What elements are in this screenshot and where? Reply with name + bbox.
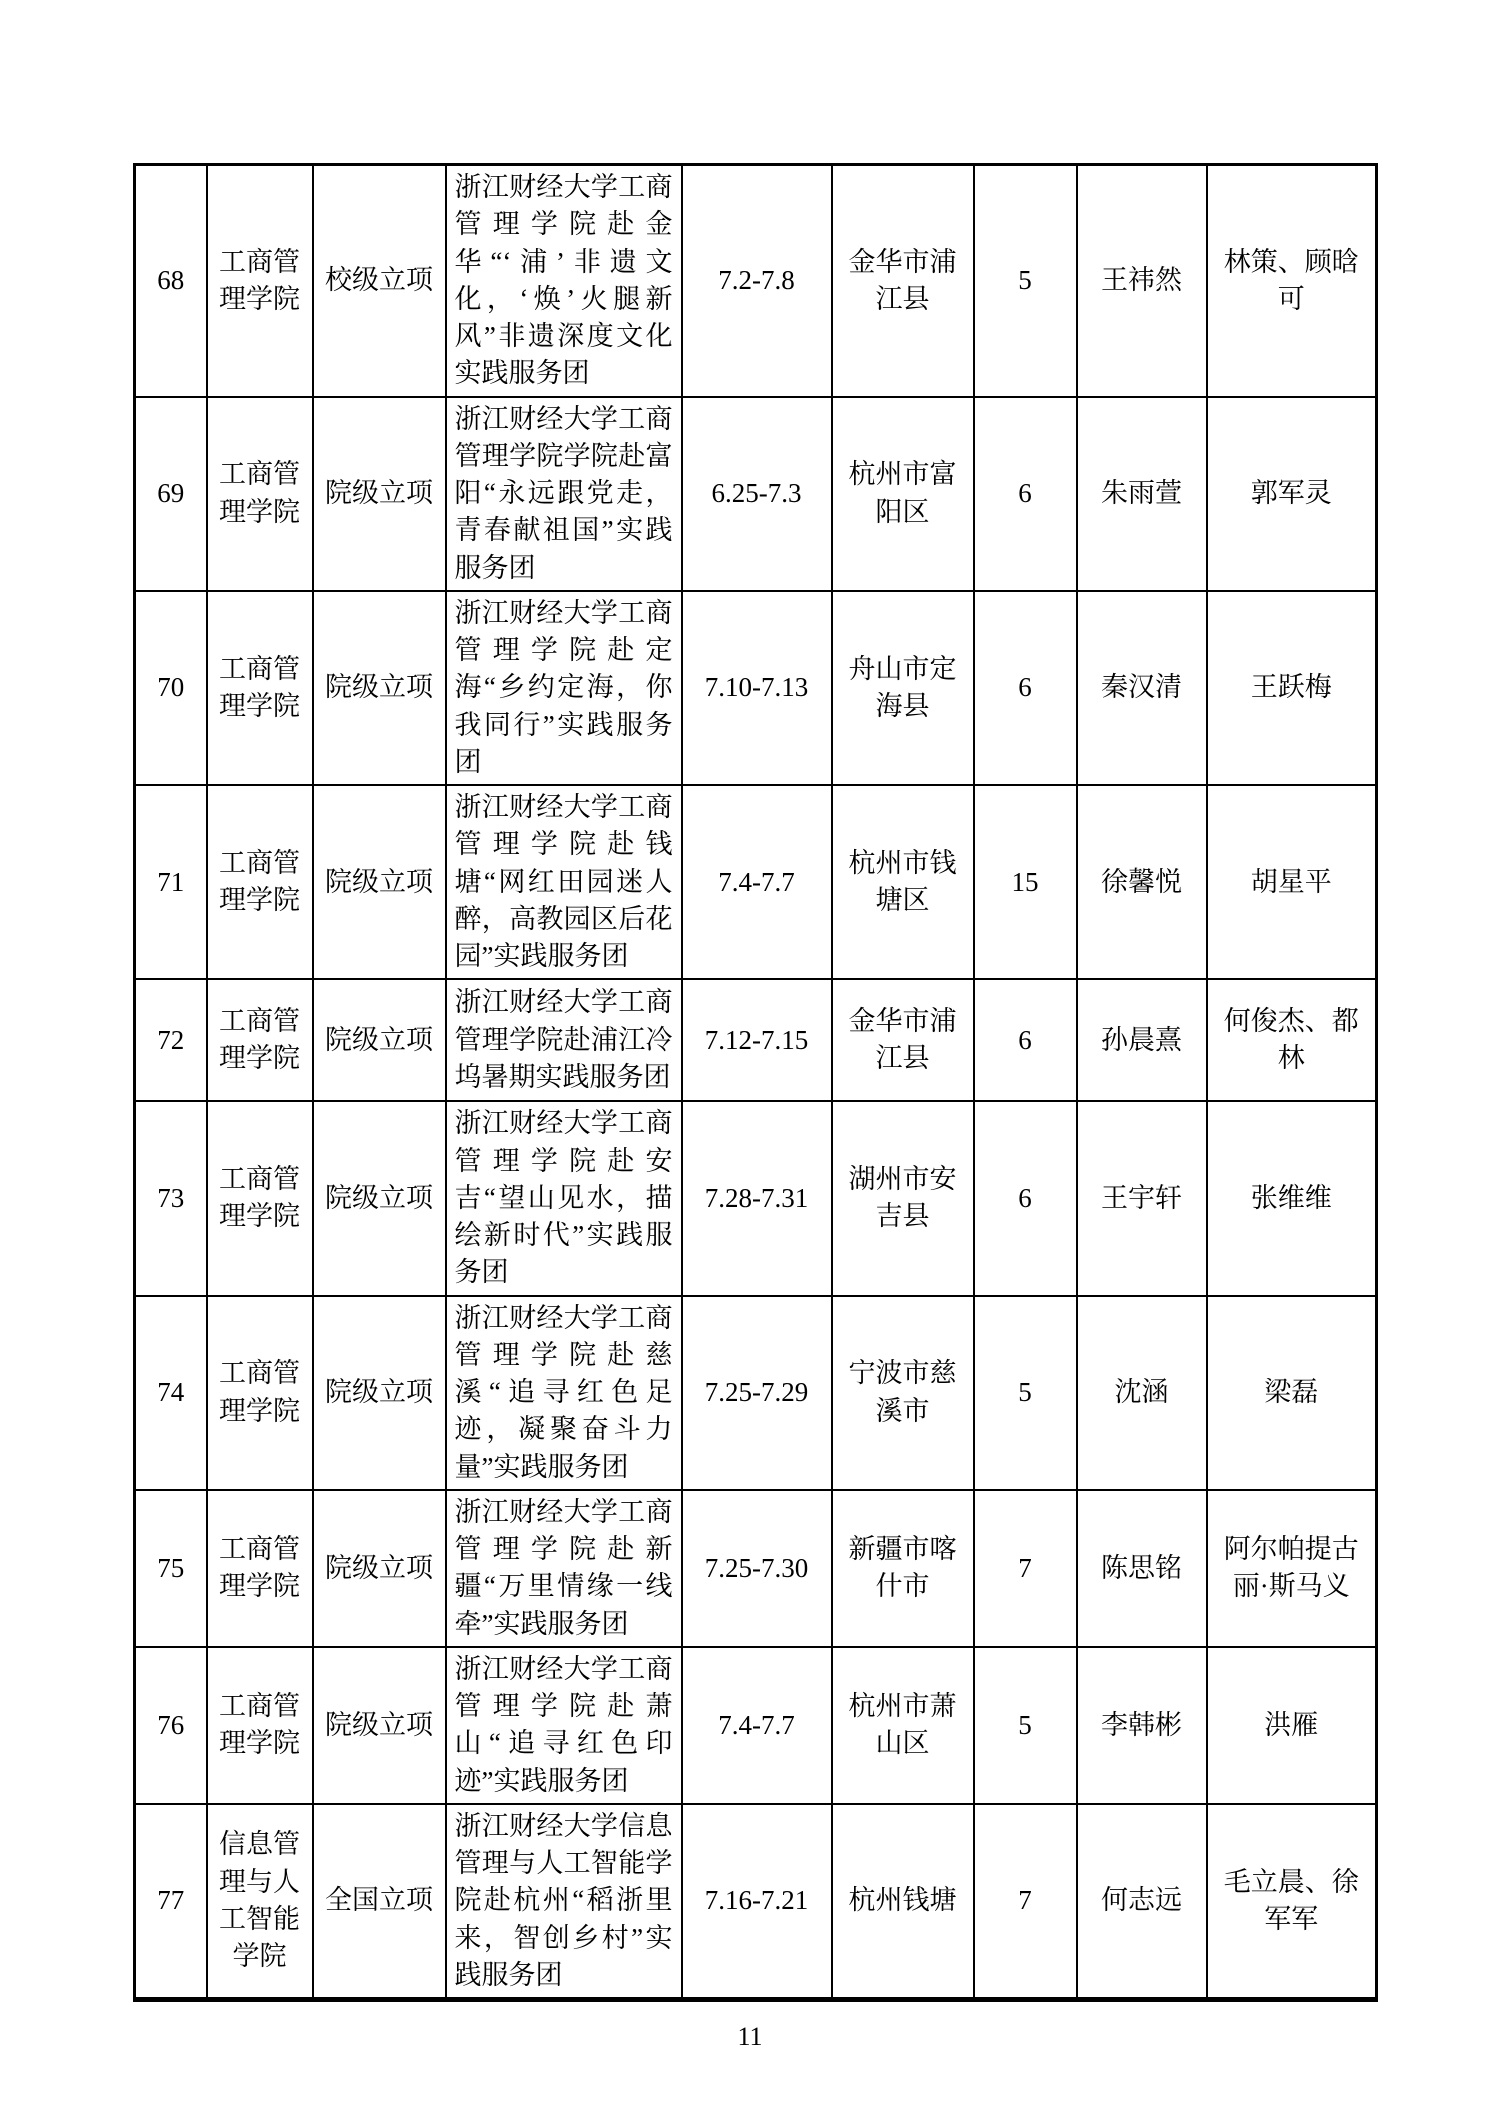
cell-leader: 孙晨熹 (1077, 979, 1207, 1101)
cell-advisors: 阿尔帕提古丽·斯马义 (1207, 1490, 1377, 1647)
table-row (135, 1101, 1377, 1295)
cell-advisors: 林策、顾晗可 (1207, 165, 1377, 397)
cell-college: 信息管理与人工智能学院 (207, 1804, 313, 2000)
cell-advisors: 胡星平 (1207, 785, 1377, 979)
cell-location: 湖州市安吉县 (832, 1101, 974, 1295)
cell-team-name: 浙江财经大学工商管理学院赴钱塘“网红田园迷人醉，高教园区后花园”实践服务团 (446, 785, 682, 979)
cell-index: 73 (135, 1101, 207, 1295)
cell-dates: 7.4-7.7 (682, 785, 832, 979)
cell-advisors: 毛立晨、徐军军 (1207, 1804, 1377, 2000)
table-row (135, 1804, 1377, 2000)
cell-project-level: 院级立项 (313, 1647, 446, 1804)
cell-leader: 王祎然 (1077, 165, 1207, 397)
cell-dates: 7.16-7.21 (682, 1804, 832, 2000)
cell-location: 杭州市钱塘区 (832, 785, 974, 979)
table-body (135, 165, 1377, 2000)
cell-member-count: 6 (974, 979, 1077, 1101)
cell-location: 宁波市慈溪市 (832, 1296, 974, 1490)
table-row (135, 785, 1377, 979)
practice-teams-table (133, 163, 1378, 2002)
page-number: 11 (737, 2022, 763, 2051)
cell-advisors: 何俊杰、都林 (1207, 979, 1377, 1101)
cell-project-level: 全国立项 (313, 1804, 446, 2000)
cell-dates: 7.28-7.31 (682, 1101, 832, 1295)
cell-index: 72 (135, 979, 207, 1101)
cell-index: 68 (135, 165, 207, 397)
cell-index: 71 (135, 785, 207, 979)
cell-college: 工商管理学院 (207, 397, 313, 591)
cell-project-level: 院级立项 (313, 1296, 446, 1490)
cell-team-name: 浙江财经大学信息管理与人工智能学院赴杭州“稻浙里来，智创乡村”实践服务团 (446, 1804, 682, 2000)
cell-dates: 6.25-7.3 (682, 397, 832, 591)
cell-college: 工商管理学院 (207, 979, 313, 1101)
cell-college: 工商管理学院 (207, 1647, 313, 1804)
cell-location: 新疆市喀什市 (832, 1490, 974, 1647)
cell-index: 77 (135, 1804, 207, 2000)
cell-project-level: 院级立项 (313, 1101, 446, 1295)
cell-team-name: 浙江财经大学工商管理学院赴新疆“万里情缘一线牵”实践服务团 (446, 1490, 682, 1647)
cell-college: 工商管理学院 (207, 165, 313, 397)
cell-location: 杭州市萧山区 (832, 1647, 974, 1804)
cell-project-level: 院级立项 (313, 785, 446, 979)
cell-project-level: 校级立项 (313, 165, 446, 397)
cell-team-name: 浙江财经大学工商管理学院赴定海“乡约定海，你我同行”实践服务团 (446, 591, 682, 785)
cell-dates: 7.25-7.29 (682, 1296, 832, 1490)
cell-advisors: 洪雁 (1207, 1647, 1377, 1804)
table-row (135, 1296, 1377, 1490)
cell-index: 74 (135, 1296, 207, 1490)
cell-dates: 7.10-7.13 (682, 591, 832, 785)
cell-team-name: 浙江财经大学工商管理学院赴慈溪“追寻红色足迹，凝聚奋斗力量”实践服务团 (446, 1296, 682, 1490)
cell-advisors: 梁磊 (1207, 1296, 1377, 1490)
cell-team-name: 浙江财经大学工商管理学院赴浦江冷坞暑期实践服务团 (446, 979, 682, 1101)
cell-project-level: 院级立项 (313, 1490, 446, 1647)
cell-team-name: 浙江财经大学工商管理学院学院赴富阳“永远跟党走，青春献祖国”实践服务团 (446, 397, 682, 591)
cell-member-count: 5 (974, 165, 1077, 397)
cell-index: 69 (135, 397, 207, 591)
cell-college: 工商管理学院 (207, 1101, 313, 1295)
table-row (135, 165, 1377, 397)
cell-team-name: 浙江财经大学工商管理学院赴安吉“望山见水，描绘新时代”实践服务团 (446, 1101, 682, 1295)
cell-location: 金华市浦江县 (832, 979, 974, 1101)
table-row (135, 591, 1377, 785)
cell-location: 杭州钱塘 (832, 1804, 974, 2000)
cell-location: 杭州市富阳区 (832, 397, 974, 591)
cell-leader: 朱雨萱 (1077, 397, 1207, 591)
cell-team-name: 浙江财经大学工商管理学院赴金华“‘浦’非遗文化，‘焕’火腿新风”非遗深度文化实践服务团 (446, 165, 682, 397)
cell-leader: 徐馨悦 (1077, 785, 1207, 979)
cell-leader: 王宇轩 (1077, 1101, 1207, 1295)
cell-advisors: 张维维 (1207, 1101, 1377, 1295)
cell-member-count: 6 (974, 397, 1077, 591)
cell-index: 70 (135, 591, 207, 785)
cell-member-count: 15 (974, 785, 1077, 979)
cell-index: 75 (135, 1490, 207, 1647)
cell-leader: 何志远 (1077, 1804, 1207, 2000)
cell-advisors: 郭军灵 (1207, 397, 1377, 591)
cell-team-name: 浙江财经大学工商管理学院赴萧山“追寻红色印迹”实践服务团 (446, 1647, 682, 1804)
table-row (135, 1647, 1377, 1804)
cell-project-level: 院级立项 (313, 979, 446, 1101)
cell-project-level: 院级立项 (313, 397, 446, 591)
cell-member-count: 7 (974, 1804, 1077, 2000)
cell-leader: 沈涵 (1077, 1296, 1207, 1490)
cell-member-count: 5 (974, 1647, 1077, 1804)
cell-college: 工商管理学院 (207, 1296, 313, 1490)
cell-college: 工商管理学院 (207, 1490, 313, 1647)
cell-advisors: 王跃梅 (1207, 591, 1377, 785)
table-row (135, 979, 1377, 1101)
cell-college: 工商管理学院 (207, 591, 313, 785)
cell-index: 76 (135, 1647, 207, 1804)
cell-dates: 7.12-7.15 (682, 979, 832, 1101)
cell-member-count: 7 (974, 1490, 1077, 1647)
cell-member-count: 6 (974, 1101, 1077, 1295)
cell-leader: 秦汉清 (1077, 591, 1207, 785)
cell-project-level: 院级立项 (313, 591, 446, 785)
cell-member-count: 6 (974, 591, 1077, 785)
cell-location: 舟山市定海县 (832, 591, 974, 785)
cell-location: 金华市浦江县 (832, 165, 974, 397)
table-row (135, 397, 1377, 591)
cell-dates: 7.25-7.30 (682, 1490, 832, 1647)
cell-dates: 7.2-7.8 (682, 165, 832, 397)
cell-leader: 李韩彬 (1077, 1647, 1207, 1804)
cell-leader: 陈思铭 (1077, 1490, 1207, 1647)
cell-member-count: 5 (974, 1296, 1077, 1490)
table-row (135, 1490, 1377, 1647)
cell-college: 工商管理学院 (207, 785, 313, 979)
cell-dates: 7.4-7.7 (682, 1647, 832, 1804)
